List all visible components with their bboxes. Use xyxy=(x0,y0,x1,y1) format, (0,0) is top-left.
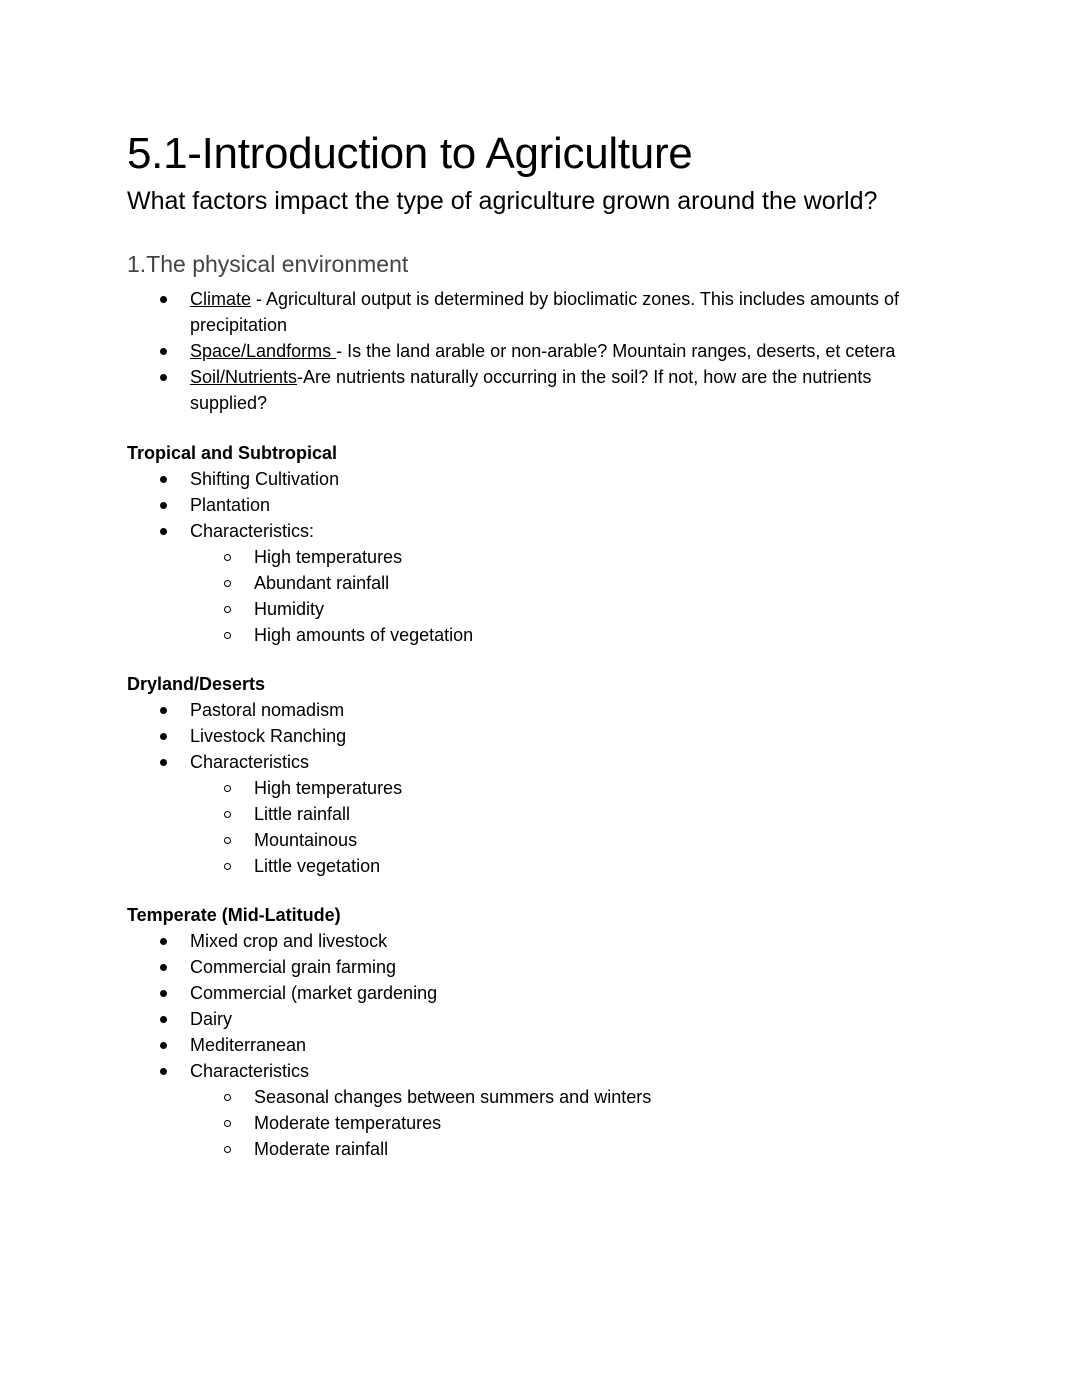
sub-list-item xyxy=(127,1110,967,1136)
list-item-space-landforms xyxy=(127,338,967,364)
list-item-text: Characteristics: xyxy=(190,521,315,541)
sub-list-item-text: Abundant rainfall xyxy=(254,573,390,593)
bullet-icon xyxy=(160,296,167,303)
list-item xyxy=(127,492,967,518)
list-item-text: Pastoral nomadism xyxy=(190,700,345,720)
list-item-text: Characteristics xyxy=(190,752,310,772)
sub-list-item-text: High amounts of vegetation xyxy=(254,625,474,645)
bullet-icon xyxy=(160,348,167,355)
circle-bullet-icon xyxy=(224,632,231,639)
sub-list-item-text: Seasonal changes between summers and winters xyxy=(254,1087,652,1107)
sub-list-item xyxy=(127,1084,967,1110)
sub-list-item-text: Little vegetation xyxy=(254,856,381,876)
temperate-list xyxy=(127,928,967,1162)
list-item xyxy=(127,980,967,1006)
list-item xyxy=(127,1006,967,1032)
space-landforms-description: - Is the land arable or non-arable? Mountain ranges, deserts, et cetera xyxy=(336,341,896,361)
bullet-icon xyxy=(160,476,167,483)
physical-environment-list xyxy=(127,286,967,416)
list-item-climate xyxy=(127,286,967,338)
list-item-text: Commercial (market gardening xyxy=(190,983,438,1003)
list-item xyxy=(127,723,967,749)
list-item-text: Livestock Ranching xyxy=(190,726,347,746)
circle-bullet-icon xyxy=(224,606,231,613)
list-item-text: Shifting Cultivation xyxy=(190,469,340,489)
circle-bullet-icon xyxy=(224,811,231,818)
circle-bullet-icon xyxy=(224,1094,231,1101)
physical-environment-section xyxy=(127,286,967,416)
list-item-text: Dairy xyxy=(190,1009,233,1029)
list-item-soil-nutrients xyxy=(127,364,967,416)
sub-list-item-text: Moderate temperatures xyxy=(254,1113,442,1133)
term-space-landforms: Space/Landforms xyxy=(190,341,337,361)
page-title: 5.1-Introduction to Agriculture xyxy=(127,129,693,178)
bullet-icon xyxy=(160,759,167,766)
sub-list-item-text: Humidity xyxy=(254,599,325,619)
list-item-text: Plantation xyxy=(190,495,271,515)
bullet-icon xyxy=(160,1016,167,1023)
sub-list-item xyxy=(127,544,967,570)
sub-list-item-text: Moderate rainfall xyxy=(254,1139,389,1159)
bullet-icon xyxy=(160,528,167,535)
list-item-text: Commercial grain farming xyxy=(190,957,397,977)
sub-list-item xyxy=(127,853,967,879)
sub-list-item xyxy=(127,827,967,853)
term-climate: Climate xyxy=(190,289,252,309)
sub-list-item-text: Mountainous xyxy=(254,830,358,850)
dryland-heading: Dryland/Deserts xyxy=(127,674,266,694)
bullet-icon xyxy=(160,374,167,381)
list-item-text: Characteristics xyxy=(190,1061,310,1081)
sub-list-item xyxy=(127,570,967,596)
sub-list-item xyxy=(127,801,967,827)
bullet-icon xyxy=(160,733,167,740)
bullet-icon xyxy=(160,707,167,714)
bullet-icon xyxy=(160,1042,167,1049)
sub-list-item xyxy=(127,596,967,622)
list-item xyxy=(127,928,967,954)
soil-nutrients-description: -Are nutrients naturally occurring in the soil? If not, how are the nutrients supplied? xyxy=(190,367,872,413)
circle-bullet-icon xyxy=(224,1146,231,1153)
page-subtitle: What factors impact the type of agriculture grown around the world? xyxy=(127,187,878,215)
sub-list-item xyxy=(127,1136,967,1162)
bullet-icon xyxy=(160,990,167,997)
sub-list-item-text: Little rainfall xyxy=(254,804,351,824)
circle-bullet-icon xyxy=(224,580,231,587)
circle-bullet-icon xyxy=(224,785,231,792)
tropical-section xyxy=(127,440,967,648)
temperate-heading: Temperate (Mid-Latitude) xyxy=(127,905,341,925)
bullet-icon xyxy=(160,502,167,509)
list-item xyxy=(127,697,967,723)
list-item-text: Mixed crop and livestock xyxy=(190,931,388,951)
sub-list-item xyxy=(127,622,967,648)
list-item xyxy=(127,749,967,775)
list-item xyxy=(127,1032,967,1058)
list-item xyxy=(127,518,967,544)
climate-description: - Agricultural output is determined by bioclimatic zones. This includes amounts of precipitation xyxy=(190,289,899,335)
section-heading-physical-environment: 1.The physical environment xyxy=(127,251,409,277)
sub-list-item-text: High temperatures xyxy=(254,547,403,567)
list-item xyxy=(127,954,967,980)
circle-bullet-icon xyxy=(224,863,231,870)
tropical-heading: Tropical and Subtropical xyxy=(127,443,338,463)
bullet-icon xyxy=(160,938,167,945)
tropical-list xyxy=(127,466,967,648)
sub-list-item-text: High temperatures xyxy=(254,778,403,798)
bullet-icon xyxy=(160,1068,167,1075)
circle-bullet-icon xyxy=(224,837,231,844)
temperate-section xyxy=(127,902,967,1162)
term-soil-nutrients: Soil/Nutrients xyxy=(190,367,298,387)
list-item xyxy=(127,466,967,492)
sub-list-item xyxy=(127,775,967,801)
circle-bullet-icon xyxy=(224,554,231,561)
dryland-list xyxy=(127,697,967,879)
bullet-icon xyxy=(160,964,167,971)
list-item xyxy=(127,1058,967,1084)
dryland-section xyxy=(127,671,967,879)
circle-bullet-icon xyxy=(224,1120,231,1127)
list-item-text: Mediterranean xyxy=(190,1035,307,1055)
